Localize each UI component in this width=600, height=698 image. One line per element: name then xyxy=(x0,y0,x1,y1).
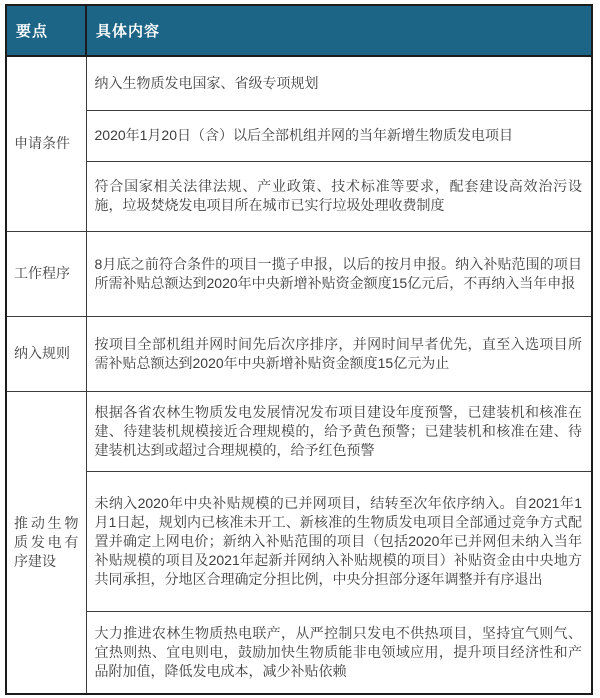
detail-cell-ordering: 按项目全部机组并网时间先后次序排序，并网时间早者优先，直至入选项目所需补贴总额达到2020年中央新增补贴资金额度15亿元为止 xyxy=(86,316,592,391)
section-label-application-conditions: 申请条件 xyxy=(6,56,86,231)
section-label-orderly-development: 推动生物质发电有序建设 xyxy=(6,391,86,694)
policy-table xyxy=(5,4,593,695)
detail-cell-subsidy-carryover: 未纳入2020年中央补贴规模的已并网项目，结转至次年依序纳入。自2021年1月1日起，规划内已核准未开工、新核准的生物质发电项目全部通过竞争方式配置并确定上网电价；新纳入补贴范围的项目（包括2020年已并网但未纳入当年补贴规模的项目及2021年起新并网纳入补贴规模的项目）补贴资金由中央地方共同承担，分地区合理确定分担比例，中央分担部分逐年调整并有序退出 xyxy=(86,471,592,611)
table-row xyxy=(6,56,592,110)
detail-cell-chp-promotion: 大力推进农林生物质热电联产，从严控制只发电不供热项目，坚持宜气则气、宜热则热、宜电则电，鼓励加快生物质能非电领域应用，提升项目经济性和产品附加值，降低发电成本，减少补贴依赖 xyxy=(86,611,592,694)
table-row xyxy=(6,471,592,611)
table-row xyxy=(6,391,592,471)
detail-cell-planning: 纳入生物质发电国家、省级专项规划 xyxy=(86,56,592,110)
detail-cell-compliance: 符合国家相关法律法规、产业政策、技术标准等要求，配套建设高效治污设施，垃圾焚烧发电项目所在城市已实行垃圾处理收费制度 xyxy=(86,161,592,231)
detail-cell-grid-connection-date: 2020年1月20日（含）以后全部机组并网的当年新增生物质发电项目 xyxy=(86,110,592,161)
detail-cell-declaration: 8月底之前符合条件的项目一揽子申报，以后的按月申报。纳入补贴范围的项目所需补贴总额达到2020年中央新增补贴资金额度15亿元后，不再纳入当年申报 xyxy=(86,231,592,316)
table-header-row xyxy=(6,5,592,56)
table-row xyxy=(6,231,592,316)
header-cell-details: 具体内容 xyxy=(86,5,592,56)
table-row xyxy=(6,161,592,231)
table-row xyxy=(6,110,592,161)
table-row xyxy=(6,611,592,694)
section-label-work-procedure: 工作程序 xyxy=(6,231,86,316)
header-cell-keypoints: 要点 xyxy=(6,5,86,56)
table-row xyxy=(6,316,592,391)
section-label-inclusion-rules: 纳入规则 xyxy=(6,316,86,391)
detail-cell-warning: 根据各省农林生物质发电发展情况发布项目建设年度预警，已建装机和核准在建、待建装机规模接近合理规模的，给予黄色预警；已建装机和核准在建、待建装机达到或超过合理规模的，给予红色预警 xyxy=(86,391,592,471)
